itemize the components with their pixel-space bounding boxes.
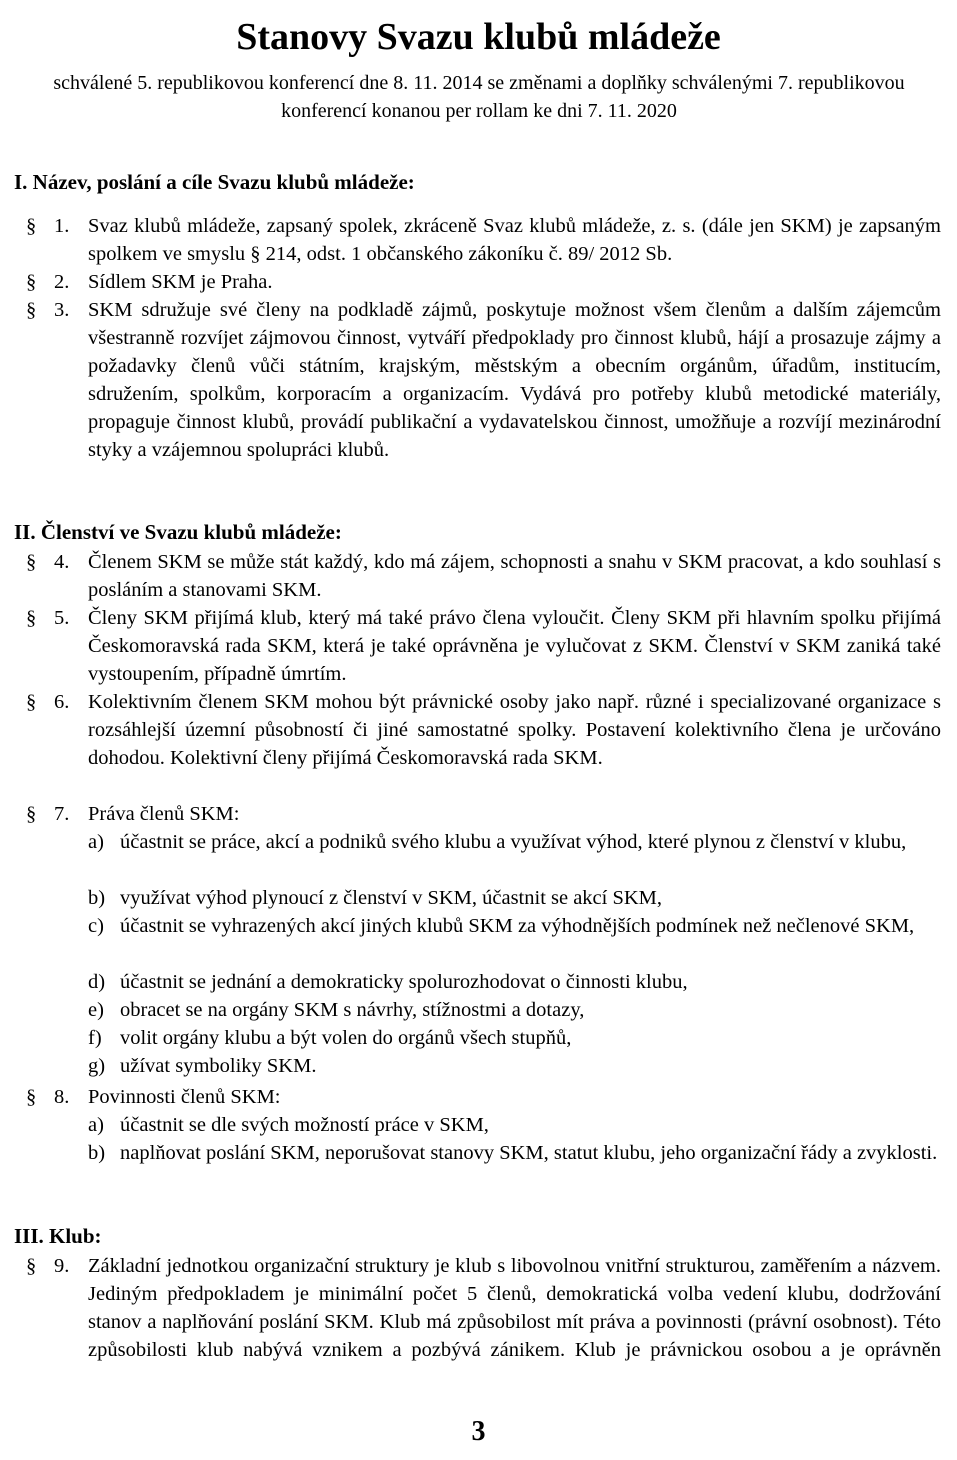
paragraph-sign: § (26, 803, 37, 825)
paragraph-number: 9. (54, 1255, 70, 1277)
list-item-letter: c) (88, 915, 104, 937)
paragraph-text: Svaz klubů mládeže, zapsaný spolek, zkráceně Svaz klubů mládeže, z. s. (dále jen SKM) je zapsaným spolkem ve smyslu § 214, odst. 1 občanského zákoníku č. 89/ 2012 Sb. (88, 215, 941, 265)
section-heading-2: II. Členství ve Svazu klubů mládeže: (14, 520, 342, 544)
paragraph-sign: § (26, 607, 37, 629)
paragraph-sign: § (26, 271, 37, 293)
paragraph-sign: § (26, 215, 37, 237)
paragraph-text: Povinnosti členů SKM: (88, 1086, 281, 1108)
paragraph-number: 4. (54, 551, 70, 573)
paragraph-number: 2. (54, 271, 70, 293)
paragraph-text: Práva členů SKM: (88, 803, 240, 825)
list-item-text: volit orgány klubu a být volen do orgánů všech stupňů, (120, 1027, 572, 1049)
list-item-text: využívat výhod plynoucí z členství v SKM, účastnit se akcí SKM, (120, 887, 663, 909)
paragraph-number: 5. (54, 607, 70, 629)
list-item-letter: g) (88, 1055, 106, 1077)
list-item-text: účastnit se vyhrazených akcí jiných klubů SKM za výhodnějších podmínek než nečlenové SKM, (120, 915, 915, 937)
document-title: Stanovy Svazu klubů mládeže (236, 16, 721, 58)
paragraph-sign: § (26, 551, 37, 573)
list-item-letter: e) (88, 999, 104, 1021)
paragraph-number: 1. (54, 215, 70, 237)
paragraph-text: Sídlem SKM je Praha. (88, 271, 273, 293)
section-heading-3: III. Klub: (14, 1224, 102, 1248)
list-item-text: účastnit se dle svých možností práce v SKM, (120, 1114, 489, 1136)
list-item-letter: b) (88, 887, 106, 909)
list-item-letter: f) (88, 1027, 102, 1049)
list-item-text: obracet se na orgány SKM s návrhy, stížnostmi a dotazy, (120, 999, 585, 1021)
list-item-letter: d) (88, 971, 106, 993)
list-item-letter: a) (88, 831, 104, 853)
section-heading-1: I. Název, poslání a cíle Svazu klubů mládeže: (14, 170, 415, 194)
paragraph-number: 3. (54, 299, 70, 321)
page-number: 3 (471, 1416, 486, 1447)
list-item-text: užívat symboliky SKM. (120, 1055, 317, 1077)
paragraph-number: 7. (54, 803, 70, 825)
list-item-letter: a) (88, 1114, 104, 1136)
paragraph-text: Členem SKM se může stát každý, kdo má zájem, schopnosti a snahu v SKM pracovat, a kdo souhlasí s posláním a stanovami SKM. (88, 551, 941, 601)
document-subtitle: schválené 5. republikovou konferencí dne 8. 11. 2014 se změnami a doplňky schválenými 7. republikovou konferencí konanou per rollam ke dni 7. 11. 2020 (53, 72, 905, 122)
paragraph-sign: § (26, 299, 37, 321)
list-item-letter: b) (88, 1142, 106, 1164)
paragraph-text: Základní jednotkou organizační struktury je klub s libovolnou vnitřní strukturou, zaměřením a názvem. Jediným předpokladem je minimální počet 5 členů, demokratická volba vedení klubu, dodržování stanov a naplňování poslání SKM. Klub má způsobilost mít práva a povinnosti (právní osobnost). Této způsobilosti klub nabývá vznikem a pozbývá zánikem. Klub je právnickou osobou a je oprávněn (88, 1255, 941, 1361)
paragraph-text: SKM sdružuje své členy na podkladě zájmů, poskytuje možnost všem členům a dalším zájemcům všestranně rozvíjet zájmovou činnost, vytváří předpoklady pro činnost klubů, hájí a prosazuje zájmy a požadavky členů vůči státním, krajským, městským a obecním orgánům, úřadům, institucím, sdružením, spolkům, korporacím a organizacím. Vydává pro potřeby klubů metodické materiály, propaguje činnost klubů, provádí publikační a vydavatelskou činnost, umožňuje a rozvíjí mezinárodní styky a vzájemnou spolupráci klubů. (88, 299, 941, 461)
paragraph-number: 8. (54, 1086, 70, 1108)
paragraph-sign: § (26, 1086, 37, 1108)
paragraph-sign: § (26, 691, 37, 713)
paragraph-number: 6. (54, 691, 70, 713)
paragraph-text: Kolektivním členem SKM mohou být právnické osoby jako např. různé i specializované organizace s rozsáhlejší územní působností či jiné samostatné spolky. Postavení kolektivního člena je určováno dohodou. Kolektivní členy přijímá Českomoravská rada SKM. (88, 691, 941, 769)
list-item-text: naplňovat poslání SKM, neporušovat stanovy SKM, statut klubu, jeho organizační řády a zvyklosti. (120, 1142, 938, 1164)
list-item-text: účastnit se práce, akcí a podniků svého klubu a využívat výhod, které plynou z členství v klubu, (120, 831, 907, 853)
list-item-text: účastnit se jednání a demokraticky spolurozhodovat o činnosti klubu, (120, 971, 688, 993)
paragraph-text: Členy SKM přijímá klub, který má také právo člena vyloučit. Členy SKM při hlavním spolku přijímá Českomoravská rada SKM, která je také oprávněna je vylučovat z SKM. Členství v SKM zaniká také vystoupením, případně úmrtím. (88, 607, 941, 685)
paragraph-sign: § (26, 1255, 37, 1277)
